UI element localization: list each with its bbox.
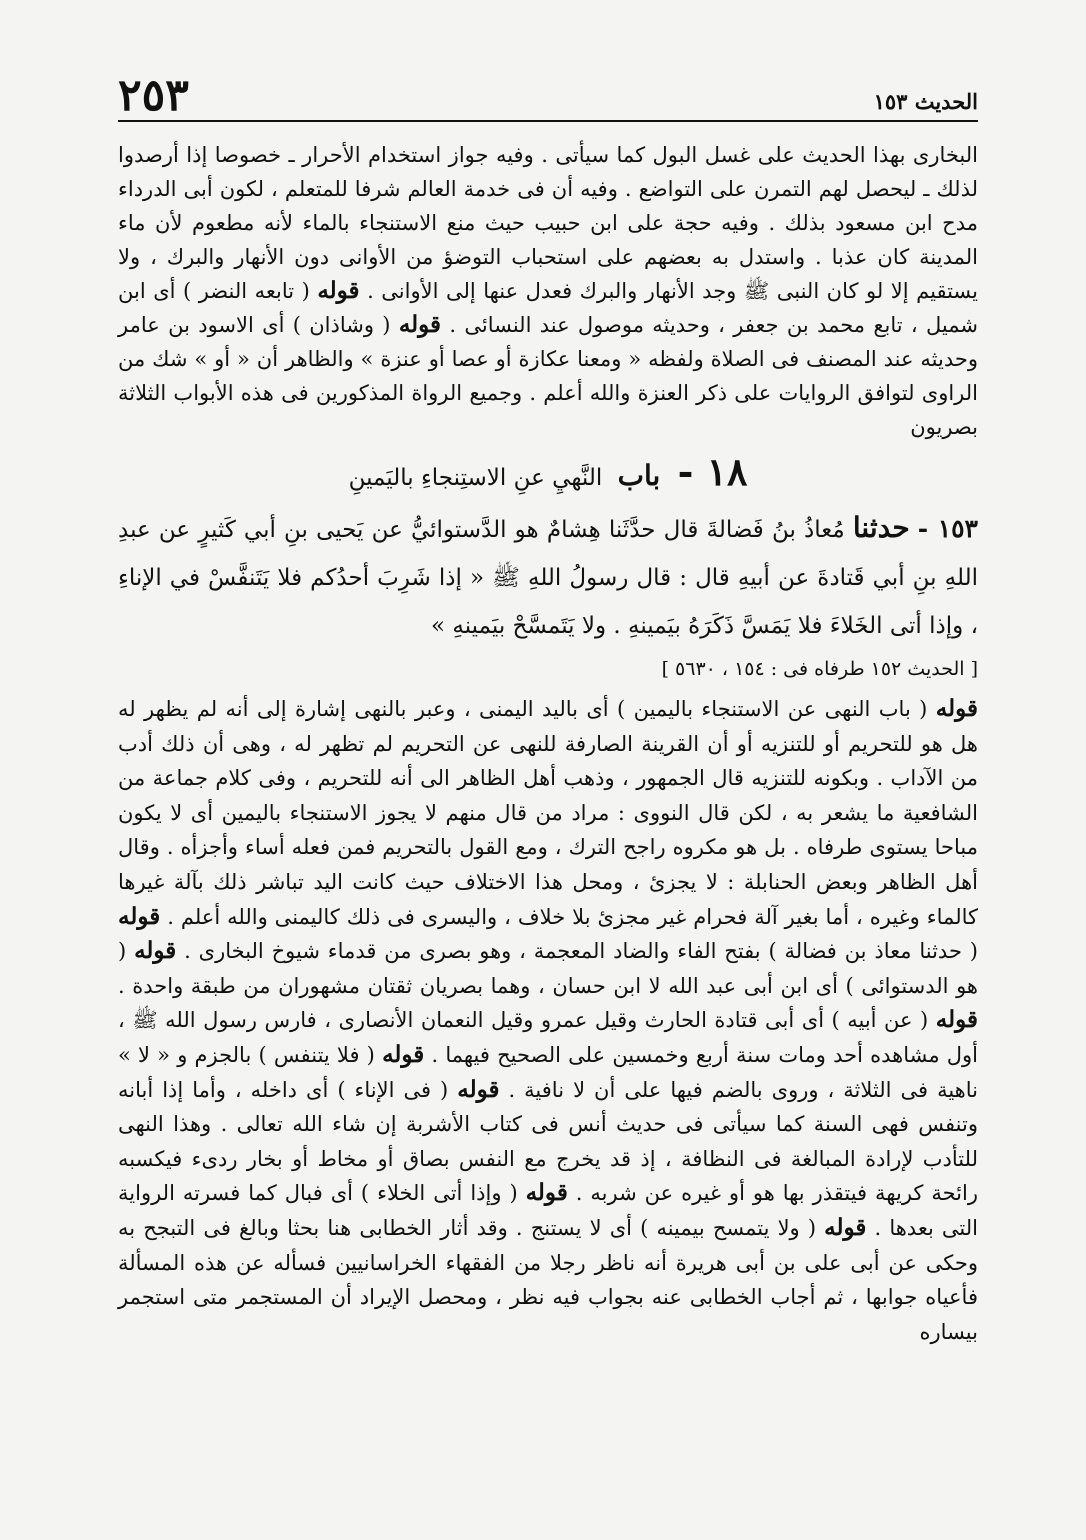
page-body	[118, 138, 978, 1349]
chapter-heading	[118, 449, 978, 498]
hadith-haddathana: حدثنا	[852, 511, 910, 544]
hadith-number: ١٥٣ -	[917, 514, 978, 543]
page-number: ٢٥٣	[118, 70, 189, 121]
previous-text-1: البخارى بهذا الحديث على غسل البول كما سيأتى . وفيه جواز استخدام الأحرار ـ خصوصا إذا أرصدوا لذلك ـ ليحصل لهم التمرن على التواضع . وفيه أن فى خدمة العالم شرفا للمتعلم ، لكون أبى الدرداء مدح ابن مسعود بذلك . وفيه حجة على ابن حبيب حيث منع الاستنجاء بالماء لأنه مطعوم لأن ماء المدينة كان عذبا . واستدل به بعضهم على استحباب التوضؤ من الأوانى دون الأنهار والبرك ، ولا يستقيم إلا لو كان النبى ﷺ وجد الأنهار والبرك فعدل عنها إلى الأوانى .	[118, 143, 978, 303]
qawluh-marker: قوله	[317, 277, 360, 304]
hadith-text-block	[118, 504, 978, 650]
qawluh-marker: قوله	[935, 695, 978, 722]
commentary-text: ( باب النهى عن الاستنجاء باليمين ) أى باليد اليمنى ، وعبر بالنهى إشارة إلى أنه لم يظهر له هل هو للتحريم أو للتنزيه أو أن القرينة الصارفة للنهى عن التحريم لم تظهر له ، وهى أن ذلك أدب من الآداب . وبكونه للتنزيه قال الجمهور ، وذهب أهل الظاهر الى أنه للتحريم ، وفى كلام جماعة من الشافعية ما يشعر به ، لكن قال النووى : مراد من قال منهم لا يجوز الاستنجاء باليمين أى لا يكون مباحا يستوى طرفاه . بل هو مكروه راجح الترك ، ومع القول بالتحريم فمن فعله أساء وأجزأه . وقال أهل الظاهر وبعض الحنابلة : لا يجزئ ، ومحل هذا الاختلاف حيث كانت اليد تباشر ذلك بآلة غيرها كالماء وغيره ، أما بغير آلة فحرام غير مجزئ بلا خلاف ، واليسرى فى ذلك كاليمنى والله أعلم .	[118, 697, 978, 929]
commentary-text: ( ولا يتمسح بيمينه ) أى لا يستنج . وقد أثار الخطابى هنا بحثا وبالغ فى التبجح به وحكى عن أبى على بن أبى هريرة أنه ناظر رجلا من الفقهاء الخراسانيين فسأله عن هذه المسألة فأعياه جوابها ، ثم أجاب الخطابى عنه بجواب فيه نظر ، ومحصل الإيراد أن المستجمر متى استجمر بيساره	[118, 1215, 978, 1344]
commentary-text: ( وإذا أتى الخلاء ) أى فبال كما فسرته الرواية التى بعدها .	[118, 1181, 978, 1240]
qawluh-marker: قوله	[134, 937, 177, 965]
commentary-text: ( فلا يتنفس ) بالجزم و « لا » ناهية فى الثلاثة ، وروى بالضم فيها على أن لا نافية .	[118, 1042, 978, 1102]
running-head: الحديث ١٥٣	[873, 89, 978, 114]
previous-commentary	[118, 138, 978, 444]
previous-text-3: ( وشاذان ) أى الاسود بن عامر وحديثه عند المصنف فى الصلاة ولفظه « ومعنا عكازة أو عصا أو عنزة » والظاهر أن « أو » شك من الراوى لتوافق الروايات على ذكر العنزة والله أعلم . وجميع الرواة المذكورين فى هذه الأبواب الثلاثة بصريون	[118, 313, 978, 439]
commentary-text: ( فى الإناء ) أى داخله ، وأما إذا أبانه وتنفس فهى السنة كما سيأتى فى حديث أنس فى كتاب الأشربة إن شاء الله تعالى . وهذا النهى للتأدب لإرادة المبالغة فى النظافة ، إذ قد يخرج مع النفس بصاق أو مخاط أو بخار ردىء فيكسبه رائحة كريهة فيتقذر بها هو أو غيره عن شربه .	[118, 1077, 978, 1206]
previous-text-2: ( تابعه النضر ) أى ابن شميل ، تابع محمد بن جعفر ، وحديثه موصول عند النسائى .	[118, 279, 978, 337]
chapter-title: النَّهيِ عنِ الاستِنجاءِ باليَمينِ	[348, 465, 603, 491]
commentary-text: ( عن أبيه ) أى أبى قتادة الحارث وقيل عمرو وقيل النعمان الأنصارى ، فارس رسول الله ﷺ ، أول مشاهده أحد ومات سنة أربع وخمسين على الصحيح فيهما .	[118, 1008, 978, 1067]
qawluh-marker: قوله	[935, 1006, 978, 1034]
chapter-number: ١٨ -	[677, 449, 748, 494]
qawluh-marker: قوله	[457, 1075, 500, 1103]
commentary-block	[118, 692, 978, 1349]
commentary-text: ( حدثنا معاذ بن فضالة ) بفتح الفاء والضاد المعجمة ، وهو بصرى من قدماء شيوخ البخارى .	[184, 939, 978, 964]
qawluh-marker: قوله	[824, 1213, 867, 1241]
qawluh-marker: قوله	[525, 1179, 568, 1207]
qawluh-marker: قوله	[382, 1040, 425, 1068]
chapter-bab: باب	[617, 459, 661, 492]
page-header	[118, 72, 978, 122]
commentary-text: ( هو الدستوائى ) أى ابن أبى عبد الله لا ابن حسان ، وهما بصريان ثقتان مشهوران من طبقة واحدة .	[118, 939, 978, 998]
qawluh-marker: قوله	[398, 311, 442, 338]
qawluh-marker: قوله	[118, 902, 161, 930]
cross-reference: [ الحديث ١٥٢ طرفاه فى : ١٥٤ ، ٥٦٣٠ ]	[661, 658, 978, 680]
hadith-text: مُعاذُ بنُ فَضالةَ قال حدَّثَنا هِشامٌ هو الدَّستوائيُّ عن يَحيى بنِ أبي كَثيرٍ عن عبدِ اللهِ بنِ أبي قَتادةَ عن أبيهِ قال : قال رسولُ اللهِ ﷺ « إذا شَرِبَ أحدُكم فلا يَتَنفَّسْ في الإناءِ ، وإذا أتى الخَلاءَ فلا يَمَسَّ ذَكَرَهُ بيَمينهِ . ولا يَتَمسَّحْ بيَمينهِ »	[118, 517, 978, 639]
